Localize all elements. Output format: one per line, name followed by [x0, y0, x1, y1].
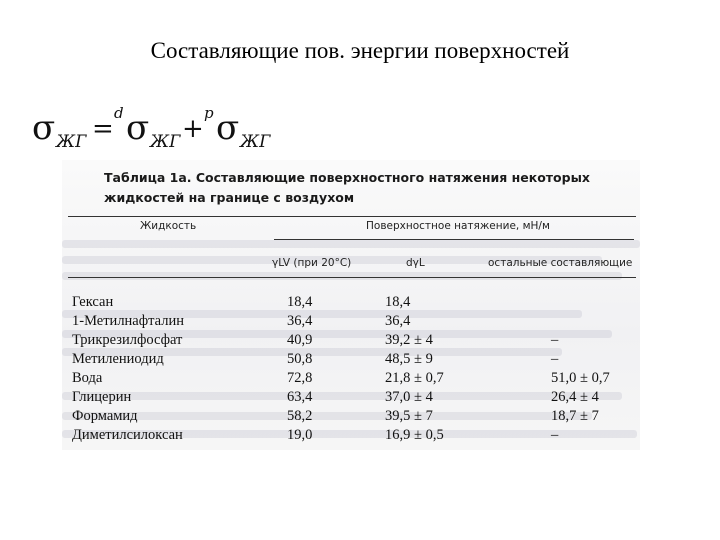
cell-gamma-lv: 58,2 [287, 408, 313, 424]
cell-liquid: Глицерин [72, 389, 132, 405]
table-caption-line-1: Таблица 1а. Составляющие поверхностного натяжения некоторых [104, 170, 590, 185]
table-row [72, 331, 632, 350]
header-bottom-rule [68, 277, 636, 278]
cell-other: 26,4 ± 4 [551, 389, 599, 405]
formula-equals: = [92, 114, 114, 144]
cell-gamma-lv: 50,8 [287, 351, 313, 367]
header-liquid: Жидкость [140, 220, 197, 232]
table-caption [104, 168, 624, 208]
surface-energy-formula [32, 100, 332, 160]
cell-liquid: Диметилсилоксан [72, 427, 183, 443]
table-row [72, 426, 632, 445]
cell-other: – [551, 332, 559, 348]
header-other-components: остальные составляющие [488, 257, 633, 269]
cell-gamma-lv: 19,0 [287, 427, 313, 443]
formula-sub-p: ЖГ [240, 132, 271, 152]
header-gamma-d: dγL [406, 257, 425, 269]
cell-other: 18,7 ± 7 [551, 408, 599, 424]
cell-gamma-d: 18,4 [385, 294, 411, 310]
cell-gamma-d: 39,2 ± 4 [385, 332, 433, 348]
header-gamma-lv: γLV (при 20°С) [272, 257, 352, 269]
table-row [72, 388, 632, 407]
cell-gamma-d: 16,9 ± 0,5 [385, 427, 444, 443]
header-surface-tension: Поверхностное натяжение, мН/м [366, 220, 550, 232]
cell-liquid: 1-Метилнафталин [72, 313, 184, 329]
table-row [72, 369, 632, 388]
table-row [72, 312, 632, 331]
cell-liquid: Вода [72, 370, 103, 386]
table-row [72, 293, 632, 312]
header-sub-rule [274, 239, 634, 240]
cell-gamma-lv: 40,9 [287, 332, 313, 348]
bleed-through-line [62, 240, 640, 248]
cell-liquid: Гексан [72, 294, 114, 310]
cell-gamma-d: 21,8 ± 0,7 [385, 370, 444, 386]
cell-gamma-d: 48,5 ± 9 [385, 351, 433, 367]
table-row [72, 407, 632, 426]
slide-title: Составляющие пов. энергии поверхностей [150, 38, 570, 63]
cell-liquid: Трикрезилфосфат [72, 332, 183, 348]
cell-gamma-lv: 18,4 [287, 294, 313, 310]
formula-sigma-p: σ [216, 108, 240, 148]
formula-sub-d: ЖГ [150, 132, 181, 152]
formula-sup-d: d [114, 104, 124, 122]
cell-other: – [551, 427, 559, 443]
table-caption-line-2: жидкостей на границе с воздухом [104, 190, 355, 205]
formula-sigma-d: σ [126, 108, 150, 148]
formula-sigma-total: σ [32, 108, 56, 148]
cell-liquid: Метилениодид [72, 351, 164, 367]
cell-other: – [551, 351, 559, 367]
cell-gamma-lv: 72,8 [287, 370, 313, 386]
cell-other: 51,0 ± 0,7 [551, 370, 610, 386]
cell-gamma-d: 37,0 ± 4 [385, 389, 433, 405]
table-top-rule [68, 216, 636, 217]
cell-gamma-lv: 36,4 [287, 313, 313, 329]
cell-liquid: Формамид [72, 408, 138, 424]
table-row [72, 350, 632, 369]
bleed-through-line [62, 272, 622, 280]
cell-gamma-lv: 63,4 [287, 389, 313, 405]
cell-gamma-d: 39,5 ± 7 [385, 408, 433, 424]
formula-sub-total: ЖГ [56, 132, 87, 152]
formula-sup-p: p [204, 104, 214, 122]
formula-plus: + [182, 114, 204, 144]
cell-gamma-d: 36,4 [385, 313, 411, 329]
